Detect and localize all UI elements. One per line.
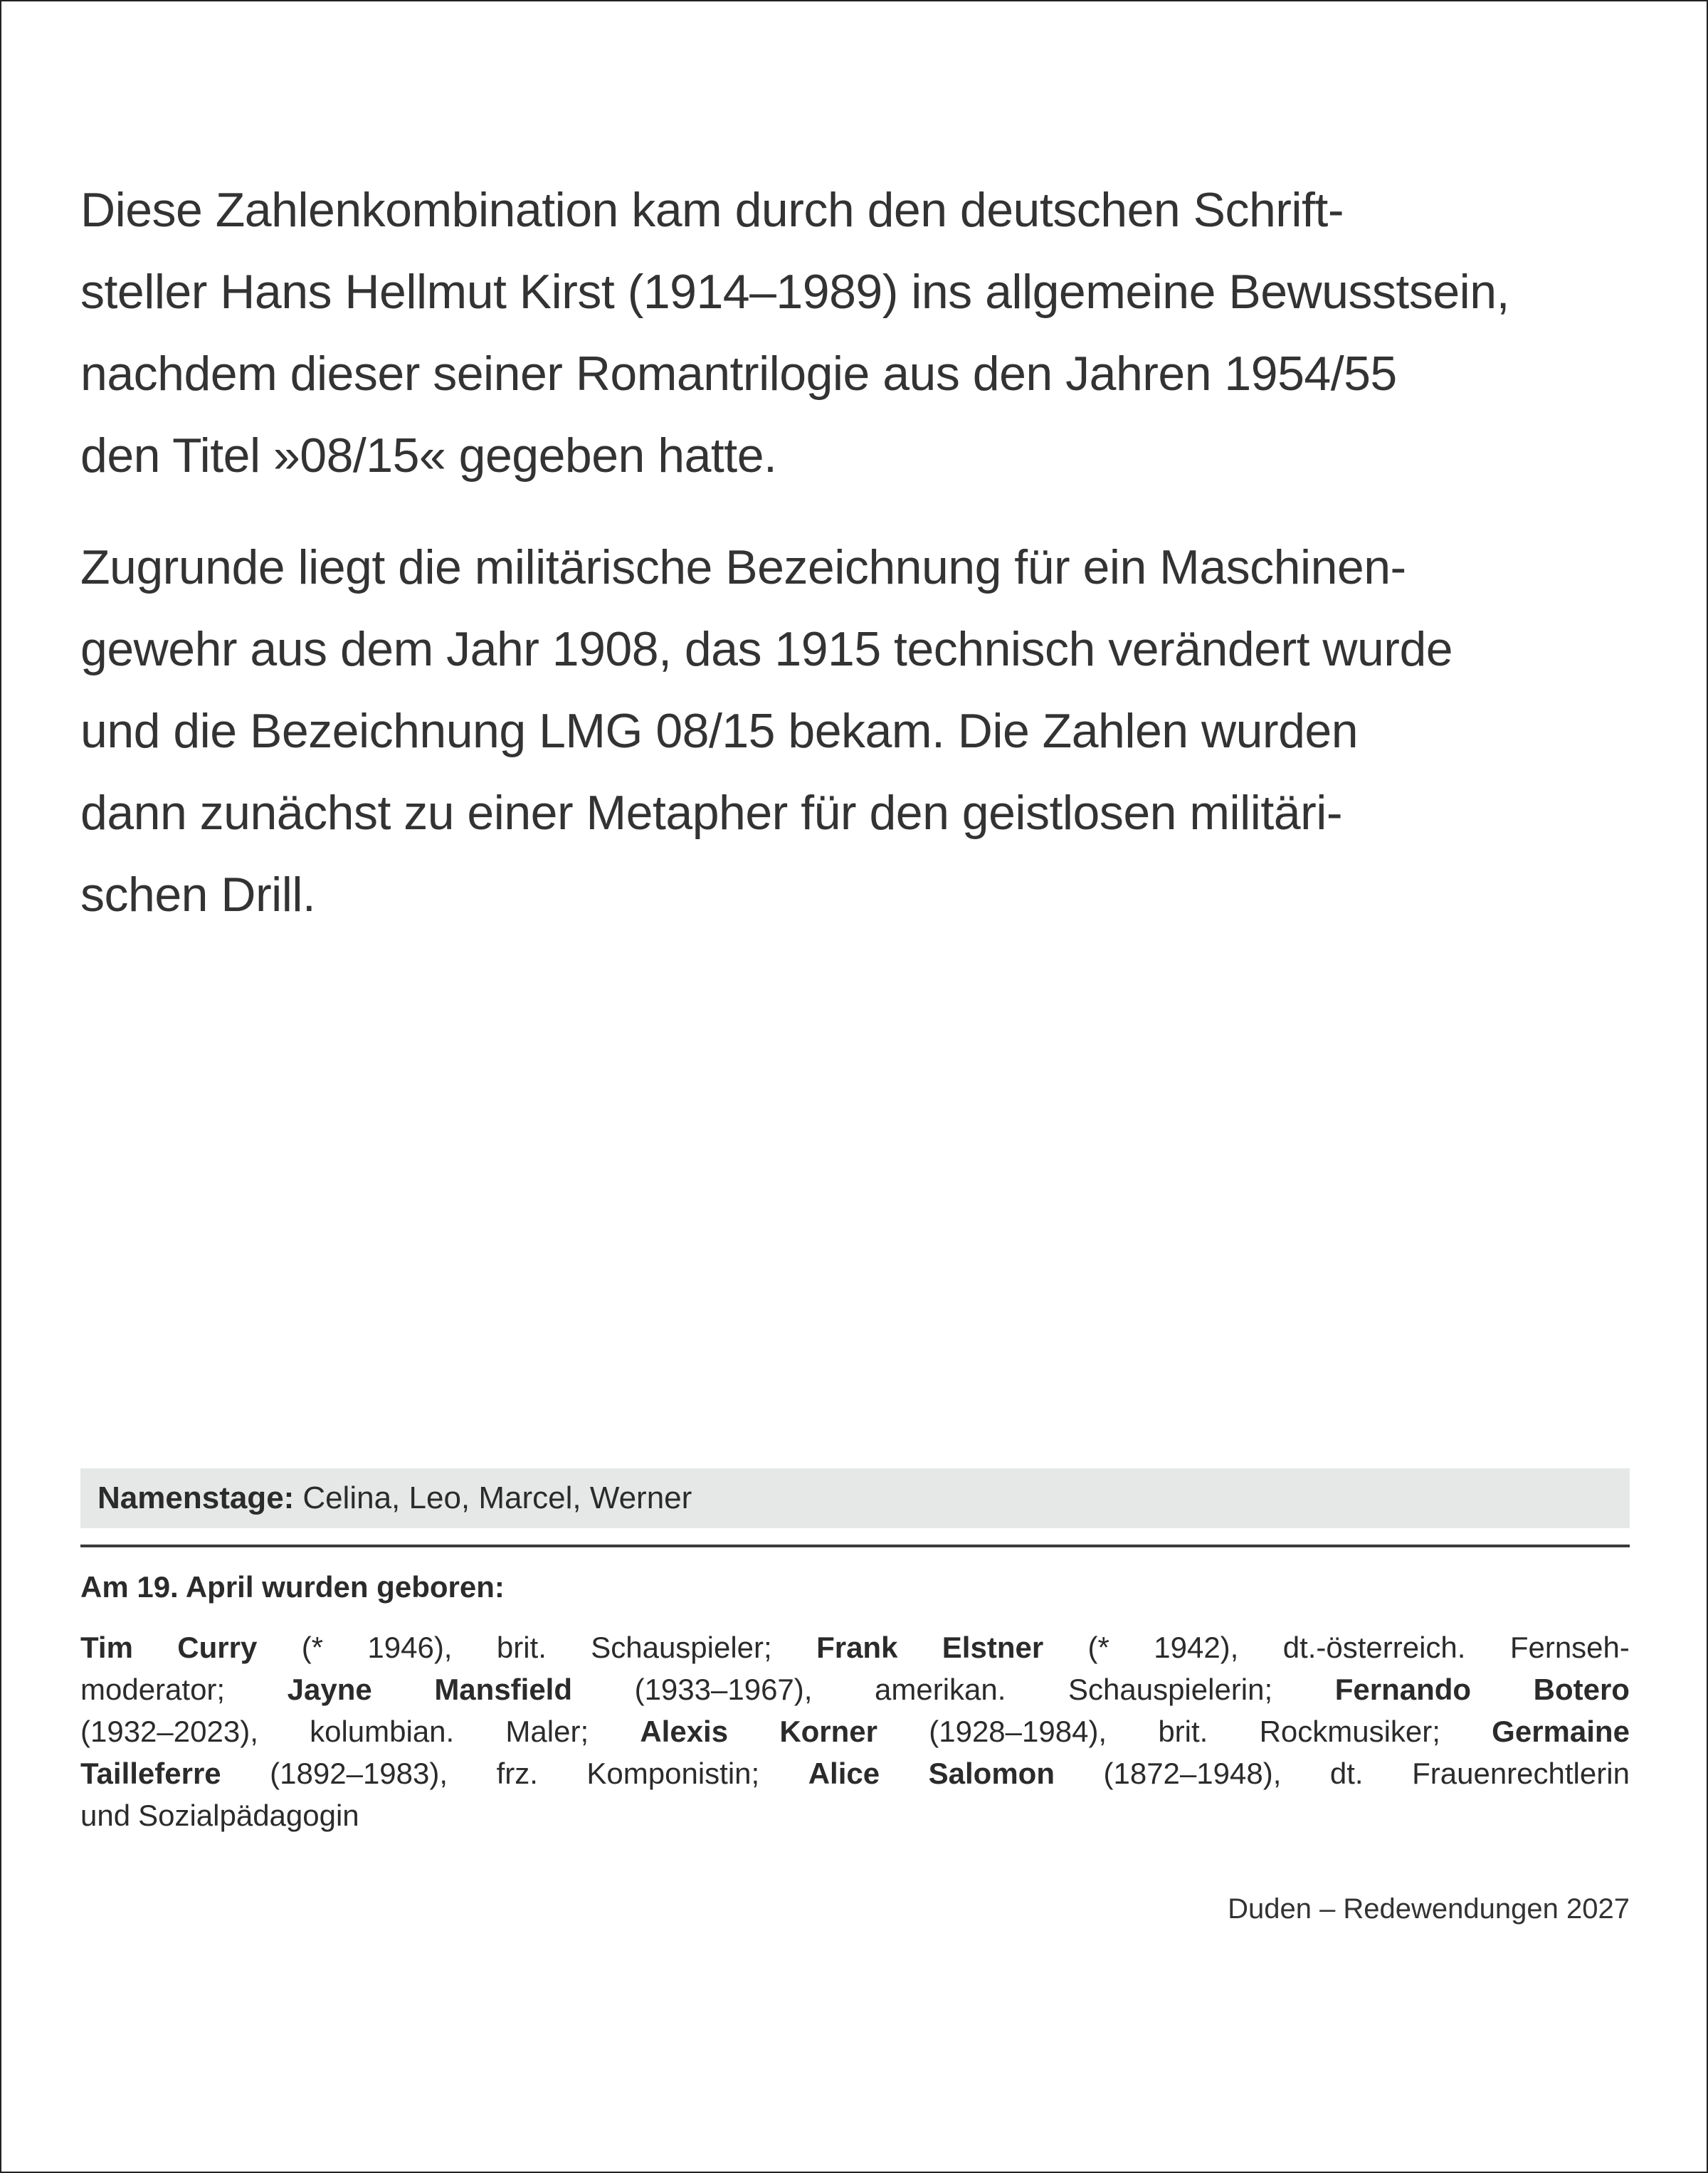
bio-text-word: frz. [496,1757,538,1790]
bio-text-word: (1933–1967), [634,1673,813,1706]
bio-text-word: brit. [1158,1715,1208,1748]
births-list [80,1626,1630,1836]
person-name-word: Frank [816,1631,898,1664]
bio-text-word: (1928–1984), [929,1715,1107,1748]
person-name-word: Tailleferre [80,1757,221,1790]
text-line: steller Hans Hellmut Kirst (1914–1989) ins allgemeine Bewusstsein, [80,265,1509,319]
bio-text-word: kolumbian. [310,1715,455,1748]
name-days-names: Celina, Leo, Marcel, Werner [302,1480,692,1515]
births-line [80,1794,1630,1836]
bio-text-word: amerikan. [875,1673,1006,1706]
births-line [80,1710,1630,1752]
person-name-word: Fernando [1334,1673,1472,1706]
person-name-word: Botero [1533,1673,1630,1706]
text-line: dann zunächst zu einer Metapher für den geistlosen militäri- [80,786,1342,840]
bio-text-word: Schauspieler; [591,1631,772,1664]
paragraph-1 [80,169,1632,497]
bio-text-word: dt.-österreich. [1282,1631,1466,1664]
footer-source: Duden – Redewendungen 2027 [1228,1893,1630,1925]
births-line [80,1668,1630,1710]
bio-text-word: (1892–1983), [270,1757,448,1790]
person-name-word: Germaine [1492,1715,1630,1748]
bio-text-word: Komponistin; [586,1757,760,1790]
text-line: und die Bezeichnung LMG 08/15 bekam. Die Zahlen wurden [80,704,1359,758]
births-line [80,1626,1630,1668]
person-name-word: Korner [779,1715,878,1748]
bio-text-word: Fernseh- [1509,1631,1630,1664]
person-name-word: Elstner [942,1631,1044,1664]
main-text [80,169,1632,966]
name-days-box [80,1468,1630,1528]
bio-text-word: Maler; [505,1715,589,1748]
text-line: Zugrunde liegt die militärische Bezeichnung für ein Maschinen- [80,540,1406,594]
bio-text-word: (* [301,1631,324,1664]
text-line: nachdem dieser seiner Romantrilogie aus den Jahren 1954/55 [80,347,1397,401]
person-name-word: Tim [80,1631,133,1664]
bio-text-word: brit. [496,1631,547,1664]
text-line: Diese Zahlenkombination kam durch den deutschen Schrift- [80,183,1344,237]
person-name-word: Jayne [287,1673,372,1706]
bio-text-word: Schauspielerin; [1068,1673,1273,1706]
bio-text-word: Rockmusiker; [1259,1715,1440,1748]
bio-text-word: dt. [1329,1757,1364,1790]
bio-text-word: (1872–1948), [1103,1757,1282,1790]
person-name-word: Mansfield [434,1673,573,1706]
person-name-word: Salomon [928,1757,1055,1790]
name-days-label: Namenstage: [97,1480,295,1515]
bio-text-word: moderator; [80,1673,226,1706]
bio-text-word: 1946), [367,1631,453,1664]
bio-text-word: 1942), [1154,1631,1239,1664]
births-heading: Am 19. April wurden geboren: [80,1570,505,1604]
divider [80,1545,1630,1547]
text-line: den Titel »08/15« gegeben hatte. [80,428,777,483]
bio-text-word: und [80,1799,131,1832]
person-name-word: Alice [808,1757,880,1790]
text-line: gewehr aus dem Jahr 1908, das 1915 technisch verändert wurde [80,622,1453,676]
births-line [80,1752,1630,1794]
person-name-word: Alexis [640,1715,729,1748]
bio-text-word: (1932–2023), [80,1715,258,1748]
text-line: schen Drill. [80,868,316,922]
paragraph-2 [80,527,1632,936]
bio-text-word: Sozialpädagogin [138,1799,359,1832]
bio-text-word: (* [1087,1631,1109,1664]
bio-text-word: Frauenrechtlerin [1412,1757,1630,1790]
person-name-word: Curry [177,1631,258,1664]
